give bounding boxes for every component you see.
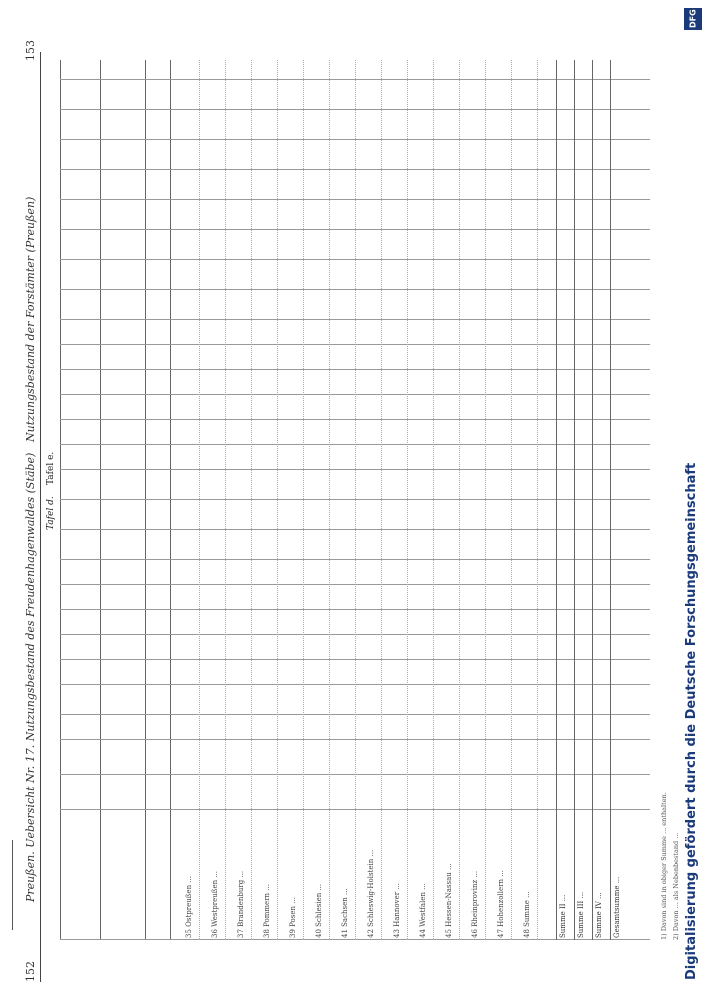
table-row	[537, 60, 538, 940]
row-label: 39 Posen ...	[289, 897, 297, 938]
page-number-right: 153	[24, 40, 37, 61]
title-right: Nutzungsbestand der Forstämter (Preußen)	[24, 196, 37, 442]
sum-label: Gesamtsumme ...	[613, 876, 621, 938]
dfg-logo: DFG	[684, 8, 702, 30]
row-label: 35 Ostpreußen ...	[185, 876, 193, 938]
table-row	[199, 60, 200, 940]
header-rule	[40, 52, 41, 982]
header-line	[170, 60, 171, 940]
row-label: 44 Westfalen ...	[419, 883, 427, 938]
table-row	[303, 60, 304, 940]
table-row	[381, 60, 382, 940]
table-row	[355, 60, 356, 940]
page-number-left: 152	[24, 961, 37, 982]
row-label: 45 Hessen-Nassau ...	[445, 863, 453, 938]
footnote-1: 1) Davon sind in obiger Summe ... enthalten.	[660, 792, 668, 940]
row-label: 36 Westpreußen ...	[211, 870, 219, 938]
table-row	[485, 60, 486, 940]
row-label: 46 Rheinprovinz ...	[471, 870, 479, 938]
table-row	[329, 60, 330, 940]
row-label: 41 Sachsen ...	[341, 888, 349, 938]
header-line	[100, 60, 101, 940]
row-label: 37 Brandenburg ...	[237, 870, 245, 938]
table-row	[459, 60, 460, 940]
row-label: 40 Schlesien ...	[315, 883, 323, 938]
tafel-left: Tafel d.	[46, 496, 56, 530]
table-row	[511, 60, 512, 940]
table-row	[407, 60, 408, 940]
dfg-credit: Digitalisierung gefördert durch die Deutsche Forschungsgemeinschaft	[684, 462, 699, 980]
row-label: 47 Hohenzollern ...	[497, 870, 505, 938]
row-label: 42 Schleswig-Holstein ...	[367, 849, 375, 938]
table-row	[433, 60, 434, 940]
sum-label: Summe II ...	[559, 894, 567, 938]
tafel-right: Tafel e.	[46, 451, 56, 485]
row-label: 43 Hannover ...	[393, 883, 401, 938]
sum-label: Summe III ...	[577, 891, 585, 938]
table-row	[277, 60, 278, 940]
header-line	[145, 60, 146, 940]
data-table	[60, 60, 650, 940]
table-row	[251, 60, 252, 940]
table-row	[225, 60, 226, 940]
sum-line	[556, 60, 557, 940]
row-label: 38 Pommern ...	[263, 884, 271, 938]
header-line	[60, 60, 61, 940]
sum-label: Summe IV ...	[595, 892, 603, 938]
footnote-2: 2) Davon ... als Nebenbestand ...	[672, 832, 680, 940]
title-left: Preußen. Uebersicht Nr. 17. Nutzungsbestand des Freudenhagenwaldes (Stäbe)	[24, 452, 37, 902]
top-rule	[12, 840, 13, 930]
row-label: 48 Summe ...	[523, 891, 531, 938]
sum-line	[592, 60, 593, 940]
sum-line	[610, 60, 611, 940]
sum-line	[574, 60, 575, 940]
